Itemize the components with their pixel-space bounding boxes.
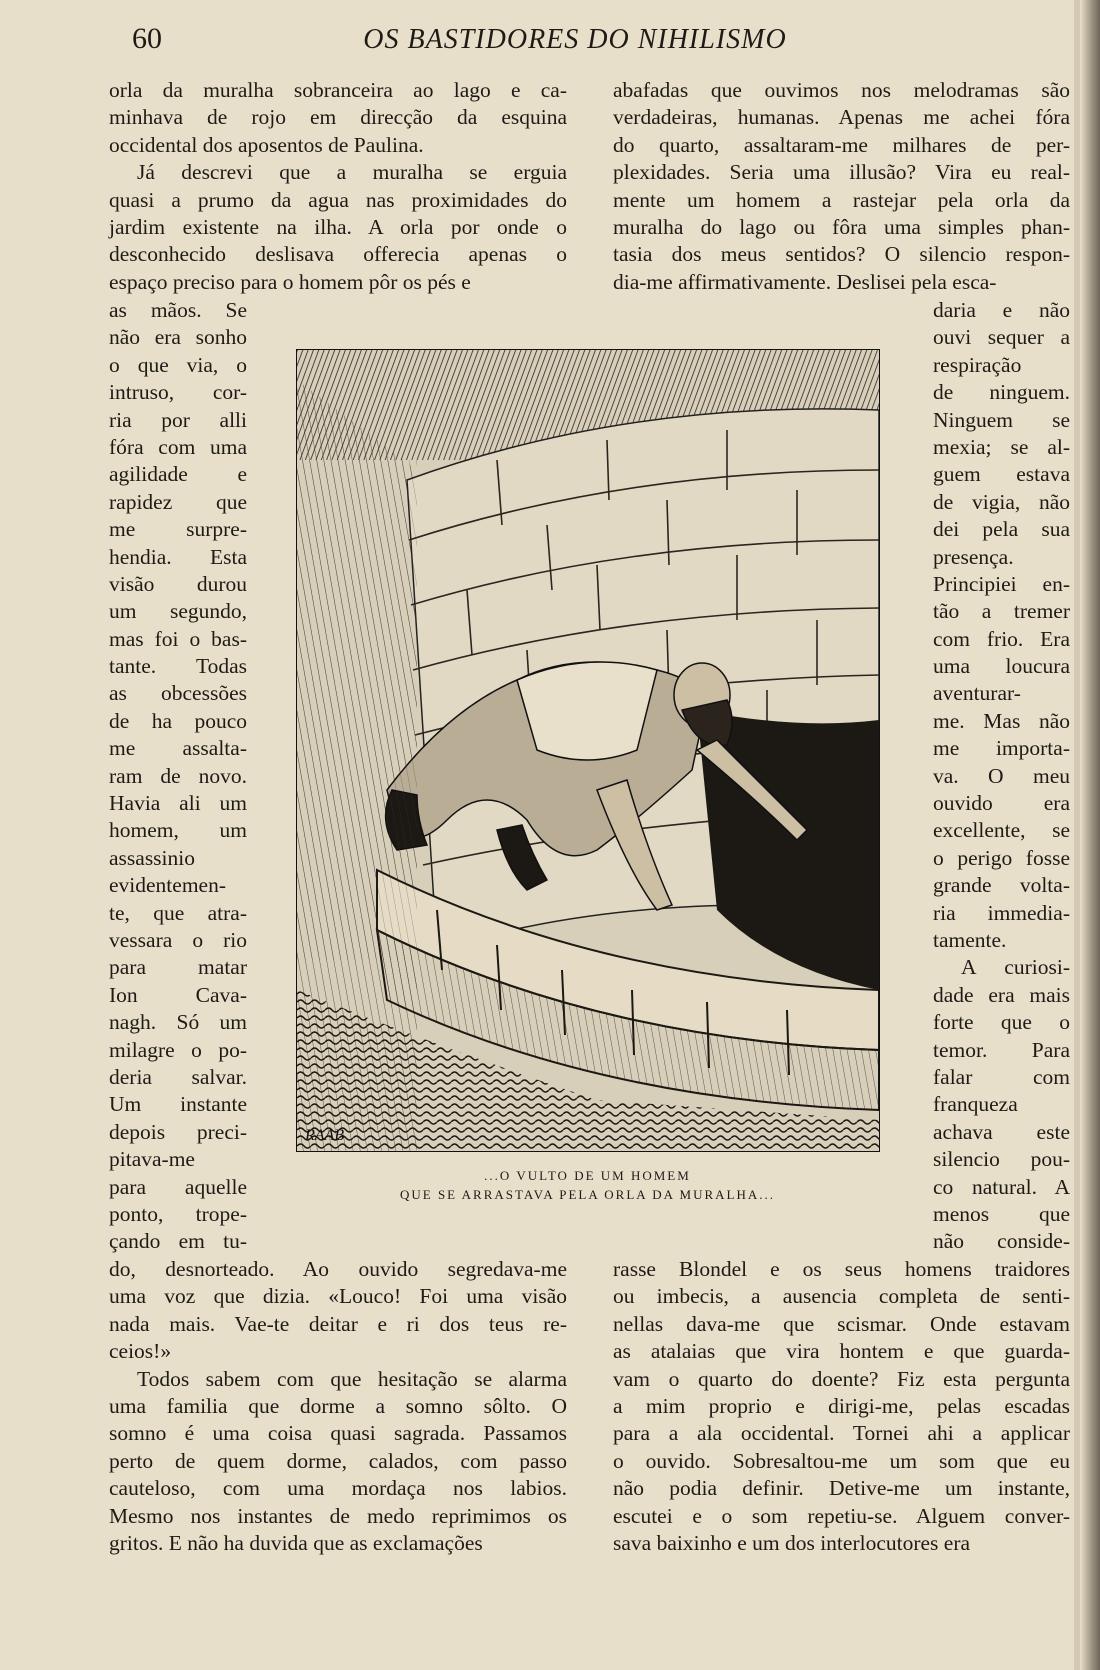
text-line: para a ala occidental. Tornei ahi a applicar (613, 1421, 1070, 1446)
text-line: çando em tu- (109, 1229, 247, 1254)
text-line: menos que (933, 1201, 1070, 1226)
text-line: me importa- (933, 736, 1070, 761)
text-line: ceios!» (109, 1339, 172, 1364)
text-line: nellas dava-me que scismar. Onde estavam (613, 1311, 1070, 1336)
text-line: ouvi sequer a (933, 325, 1070, 350)
text-line: vam o quarto do doente? Fiz esta pergunta (613, 1366, 1070, 1391)
left-column-top (109, 77, 567, 296)
text-line: uma loucura (933, 654, 1070, 679)
text-line: achava este (933, 1119, 1070, 1144)
illustration-caption (290, 1166, 885, 1204)
text-line: rasse Blondel e os seus homens traidores (613, 1257, 1070, 1281)
text-line: homem, um (109, 818, 247, 843)
text-line: tante. Todas (109, 654, 247, 679)
text-line: depois preci- (109, 1119, 247, 1144)
engraving-illustration (296, 349, 880, 1152)
caption-line-1: ...O VULTO DE UM HOMEM (484, 1168, 691, 1183)
text-line: daria e não (933, 298, 1070, 322)
text-line: de ninguem. (933, 380, 1070, 405)
text-line: agilidade e (109, 462, 247, 487)
text-line: cauteloso, com uma mordaça nos labios. (109, 1476, 567, 1501)
page-number: 60 (132, 22, 162, 55)
text-line: me surpre- (109, 517, 247, 542)
text-line: espaço preciso para o homem pôr os pés e (109, 269, 471, 294)
text-line: minhava de rojo em direcção da esquina (109, 105, 567, 130)
text-line: aventurar- (933, 681, 1021, 706)
text-line: verdadeiras, humanas. Apenas me achei fóra (613, 105, 1070, 130)
text-line: as mãos. Se (109, 298, 247, 322)
text-line: me assalta- (109, 736, 247, 761)
text-line: hendia. Esta (109, 544, 247, 569)
text-line: gritos. E não ha duvida que as exclamações (109, 1530, 483, 1555)
text-line: visão durou (109, 571, 247, 596)
text-line: do quarto, assaltaram-me milhares de per- (613, 132, 1070, 157)
text-line: Mesmo nos instantes de medo reprimimos os (109, 1503, 567, 1528)
text-line: intruso, cor- (109, 380, 247, 405)
text-line: fóra com uma (109, 434, 247, 459)
text-line: um segundo, (109, 599, 247, 624)
text-line: tasia dos meus sentidos? O silencio respon- (613, 242, 1070, 267)
text-line: mas foi o bas- (109, 626, 247, 651)
text-line: va. O meu (933, 763, 1070, 788)
text-line: mexia; se al- (933, 434, 1070, 459)
text-line: milagre o po- (109, 1037, 247, 1062)
illustrator-signature: RAAB (305, 1127, 345, 1144)
text-line: para aquelle (109, 1174, 247, 1199)
text-line: abafadas que ouvimos nos melodramas são (613, 78, 1070, 102)
text-line: dia-me affirmativamente. Deslisei pela esca- (613, 269, 997, 294)
text-line: rapidez que (109, 489, 247, 514)
text-line: franqueza (933, 1092, 1018, 1117)
text-line: perto de quem dorme, calados, com passo (109, 1448, 567, 1473)
text-line: ou imbecis, a ausencia completa de senti- (613, 1284, 1070, 1309)
right-column-narrow (933, 297, 1070, 1256)
left-column-narrow (109, 297, 247, 1256)
text-line: te, que atra- (109, 900, 247, 925)
text-line: nagh. Só um (109, 1010, 247, 1035)
page-edge (1080, 0, 1100, 1670)
text-line: temor. Para (933, 1037, 1070, 1062)
text-line: co natural. A (933, 1174, 1070, 1199)
text-line: plexidades. Seria uma illusão? Vira eu real- (613, 160, 1070, 185)
text-line: orla da muralha sobranceira ao lago e ca- (109, 78, 567, 102)
text-line: desconhecido deslisava offerecia apenas o (109, 242, 567, 267)
text-line: mente um homem a rastejar pela orla da (613, 187, 1070, 212)
text-line: me. Mas não (933, 708, 1070, 733)
text-line: respiração (933, 352, 1022, 377)
text-line: vessara o rio (109, 927, 247, 952)
text-line: o ouvido. Sobresaltou-me um som que eu (613, 1448, 1070, 1473)
text-line: não podia definir. Detive-me um instante, (613, 1476, 1070, 1501)
text-line: não era sonho (109, 325, 247, 350)
text-line: evidentemen- (109, 873, 227, 898)
text-line: quasi a prumo da agua nas proximidades do (109, 187, 567, 212)
text-line: sava baixinho e um dos interlocutores era (613, 1530, 971, 1555)
right-column-top (613, 77, 1070, 296)
text-line: do, desnorteado. Ao ouvido segredava-me (109, 1257, 567, 1281)
text-line: Um instante (109, 1092, 247, 1117)
text-line: Havia ali um (109, 791, 247, 816)
text-line: muralha do lago ou fôra uma simples phan- (613, 214, 1070, 239)
text-line: occidental dos aposentos de Paulina. (109, 132, 424, 157)
text-line: o que via, o (109, 352, 247, 377)
text-line: Principiei en- (933, 571, 1070, 596)
text-line: assassinio (109, 845, 195, 870)
text-line: dei pela sua (933, 517, 1070, 542)
text-line: uma voz que dizia. «Louco! Foi uma visão (109, 1284, 567, 1309)
text-line: deria salvar. (109, 1064, 247, 1089)
text-line: não conside- (933, 1229, 1070, 1254)
text-line: ria por alli (109, 407, 247, 432)
text-line: silencio pou- (933, 1147, 1070, 1172)
text-line: A curiosi- (961, 955, 1070, 980)
text-line: Já descrevi que a muralha se erguia (137, 160, 567, 185)
text-line: ouvido era (933, 791, 1070, 816)
text-line: somno é uma coisa quasi sagrada. Passamos (109, 1421, 567, 1446)
text-line: Ion Cava- (109, 982, 247, 1007)
text-line: jardim existente na ilha. A orla por onde o (109, 214, 567, 239)
text-line: guem estava (933, 462, 1070, 487)
text-line: de vigia, não (933, 489, 1070, 514)
text-line: ponto, trope- (109, 1201, 247, 1226)
running-title: OS BASTIDORES DO NIHILISMO (363, 24, 787, 55)
text-line: presença. (933, 544, 1014, 569)
engraving-drawing (297, 350, 879, 1151)
text-line: o perigo fosse (933, 845, 1070, 870)
text-line: com frio. Era (933, 626, 1070, 651)
text-line: dade era mais (933, 982, 1070, 1007)
text-line: escutei e o som repetiu-se. Alguem conver- (613, 1503, 1070, 1528)
text-line: as obcessões (109, 681, 247, 706)
text-line: nada mais. Vae-te deitar e ri dos teus re- (109, 1311, 567, 1336)
text-line: tão a tremer (933, 599, 1070, 624)
text-line: uma familia que dorme a somno sôlto. O (109, 1393, 567, 1418)
text-line: de ha pouco (109, 708, 247, 733)
text-line: grande volta- (933, 873, 1070, 898)
text-line: ram de novo. (109, 763, 247, 788)
text-line: excellente, se (933, 818, 1070, 843)
caption-line-2: QUE SE ARRASTAVA PELA ORLA DA MURALHA... (399, 1187, 775, 1202)
left-column-bottom (109, 1256, 567, 1557)
text-line: pitava-me (109, 1147, 195, 1172)
text-line: falar com (933, 1064, 1070, 1089)
text-line: Ninguem se (933, 407, 1070, 432)
text-line: Todos sabem com que hesitação se alarma (137, 1366, 567, 1391)
text-line: forte que o (933, 1010, 1070, 1035)
right-column-bottom (613, 1256, 1070, 1557)
text-line: para matar (109, 955, 247, 980)
text-line: ria immedia- (933, 900, 1070, 925)
text-line: a mim proprio e dirigi-me, pelas escadas (613, 1393, 1070, 1418)
text-line: tamente. (933, 927, 1007, 952)
text-line: as atalaias que vira hontem e que guarda- (613, 1339, 1070, 1364)
